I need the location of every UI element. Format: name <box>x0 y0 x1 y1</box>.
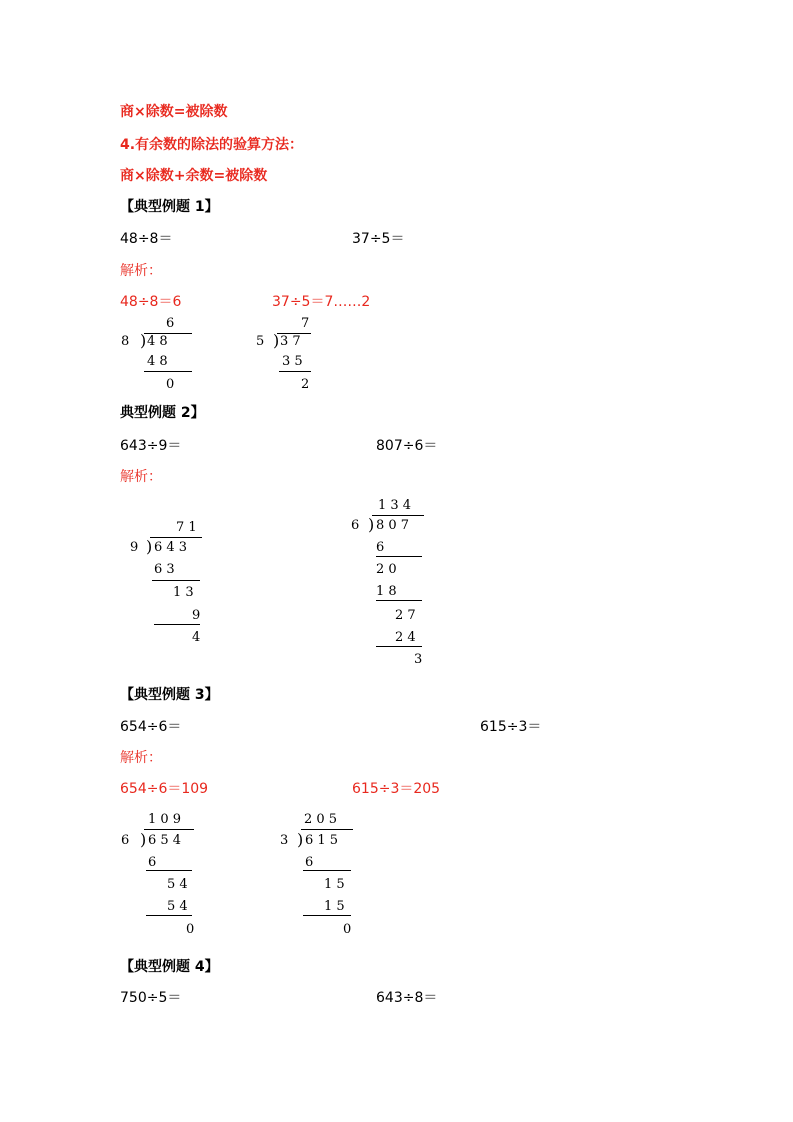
example-2-question-1: 643÷9＝ <box>120 438 182 454</box>
product-row: 4 8 <box>147 354 168 369</box>
product-row-2: 5 4 <box>167 899 188 914</box>
remainder: 0 <box>166 377 175 392</box>
product-row-1: 6 3 <box>154 562 175 577</box>
example-3-question-2: 615÷3＝ <box>480 719 542 735</box>
divisor: 5 <box>256 334 265 349</box>
dividend: 6 1 5 <box>305 833 339 848</box>
quotient: 1 3 4 <box>378 498 412 513</box>
remainder: 2 <box>301 377 310 392</box>
division-bar <box>150 537 202 538</box>
divisor: 9 <box>130 540 139 555</box>
example-3-heading: 【典型例题 3】 <box>120 687 219 703</box>
division-bar <box>301 829 353 830</box>
example-2-question-2: 807÷6＝ <box>376 438 438 454</box>
subtract-line-1 <box>303 870 351 871</box>
subtract-line-3 <box>376 646 422 647</box>
partial-row: 5 4 <box>167 877 188 892</box>
divisor: 6 <box>121 833 130 848</box>
example-3-answer-2: 615÷3＝205 <box>352 781 441 797</box>
subtract-line <box>144 371 192 372</box>
product-row-3: 2 4 <box>395 630 416 645</box>
dividend: 6 4 3 <box>154 540 188 555</box>
example-2-analysis-label: 解析： <box>120 469 162 485</box>
dividend: 8 0 7 <box>376 518 410 533</box>
subtract-line-2 <box>154 624 200 625</box>
dividend: 4 8 <box>147 334 168 349</box>
product-row-1: 6 <box>148 855 157 870</box>
subtract-line-2 <box>376 600 422 601</box>
example-3-answer-1: 654÷6＝109 <box>120 781 209 797</box>
rule-heading-4: 4.有余数的除法的验算方法： <box>120 137 304 153</box>
example-4-question-2: 643÷8＝ <box>376 990 438 1006</box>
example-1-question-1: 48÷8＝ <box>120 231 173 247</box>
example-1-answer-2: 37÷5＝7……2 <box>272 294 371 310</box>
example-1-answer-1: 48÷8＝6 <box>120 294 182 310</box>
remainder: 3 <box>414 652 423 667</box>
quotient: 7 <box>301 316 310 331</box>
subtract-line-1 <box>376 556 422 557</box>
partial-row: 1 5 <box>324 877 345 892</box>
remainder: 0 <box>186 922 195 937</box>
dividend: 6 5 4 <box>148 833 182 848</box>
rule-line-1: 商×除数=被除数 <box>120 104 228 120</box>
product-row-1: 6 <box>305 855 314 870</box>
example-4-heading: 【典型例题 4】 <box>120 959 219 975</box>
subtract-line-1 <box>146 870 192 871</box>
product-row-2: 9 <box>192 608 201 623</box>
rule-line-3: 商×除数+余数=被除数 <box>120 168 268 184</box>
subtract-line-1 <box>152 580 200 581</box>
divisor: 3 <box>280 833 289 848</box>
example-3-analysis-label: 解析： <box>120 750 162 766</box>
example-4-question-1: 750÷5＝ <box>120 990 182 1006</box>
example-1-heading: 【典型例题 1】 <box>120 199 219 215</box>
subtract-line-2 <box>303 915 351 916</box>
example-3-question-1: 654÷6＝ <box>120 719 182 735</box>
subtract-line-2 <box>146 915 192 916</box>
example-1-analysis-label: 解析： <box>120 263 162 279</box>
quotient: 1 0 9 <box>148 812 182 827</box>
quotient: 2 0 5 <box>304 812 338 827</box>
remainder: 0 <box>343 922 352 937</box>
quotient: 7 1 <box>176 520 197 535</box>
division-bar <box>144 829 194 830</box>
partial-row-2: 2 7 <box>395 608 416 623</box>
quotient: 6 <box>166 316 175 331</box>
product-row-1: 6 <box>376 540 385 555</box>
subtract-line <box>279 371 311 372</box>
product-row: 3 5 <box>282 354 303 369</box>
divisor: 6 <box>351 518 360 533</box>
division-bar <box>372 515 424 516</box>
example-2-heading: 典型例题 2】 <box>120 405 205 421</box>
divisor: 8 <box>121 334 130 349</box>
dividend: 3 7 <box>280 334 301 349</box>
remainder: 4 <box>192 630 201 645</box>
product-row-2: 1 8 <box>376 584 397 599</box>
partial-row: 1 3 <box>173 585 194 600</box>
product-row-2: 1 5 <box>324 899 345 914</box>
example-1-question-2: 37÷5＝ <box>352 231 405 247</box>
partial-row-1: 2 0 <box>376 562 397 577</box>
